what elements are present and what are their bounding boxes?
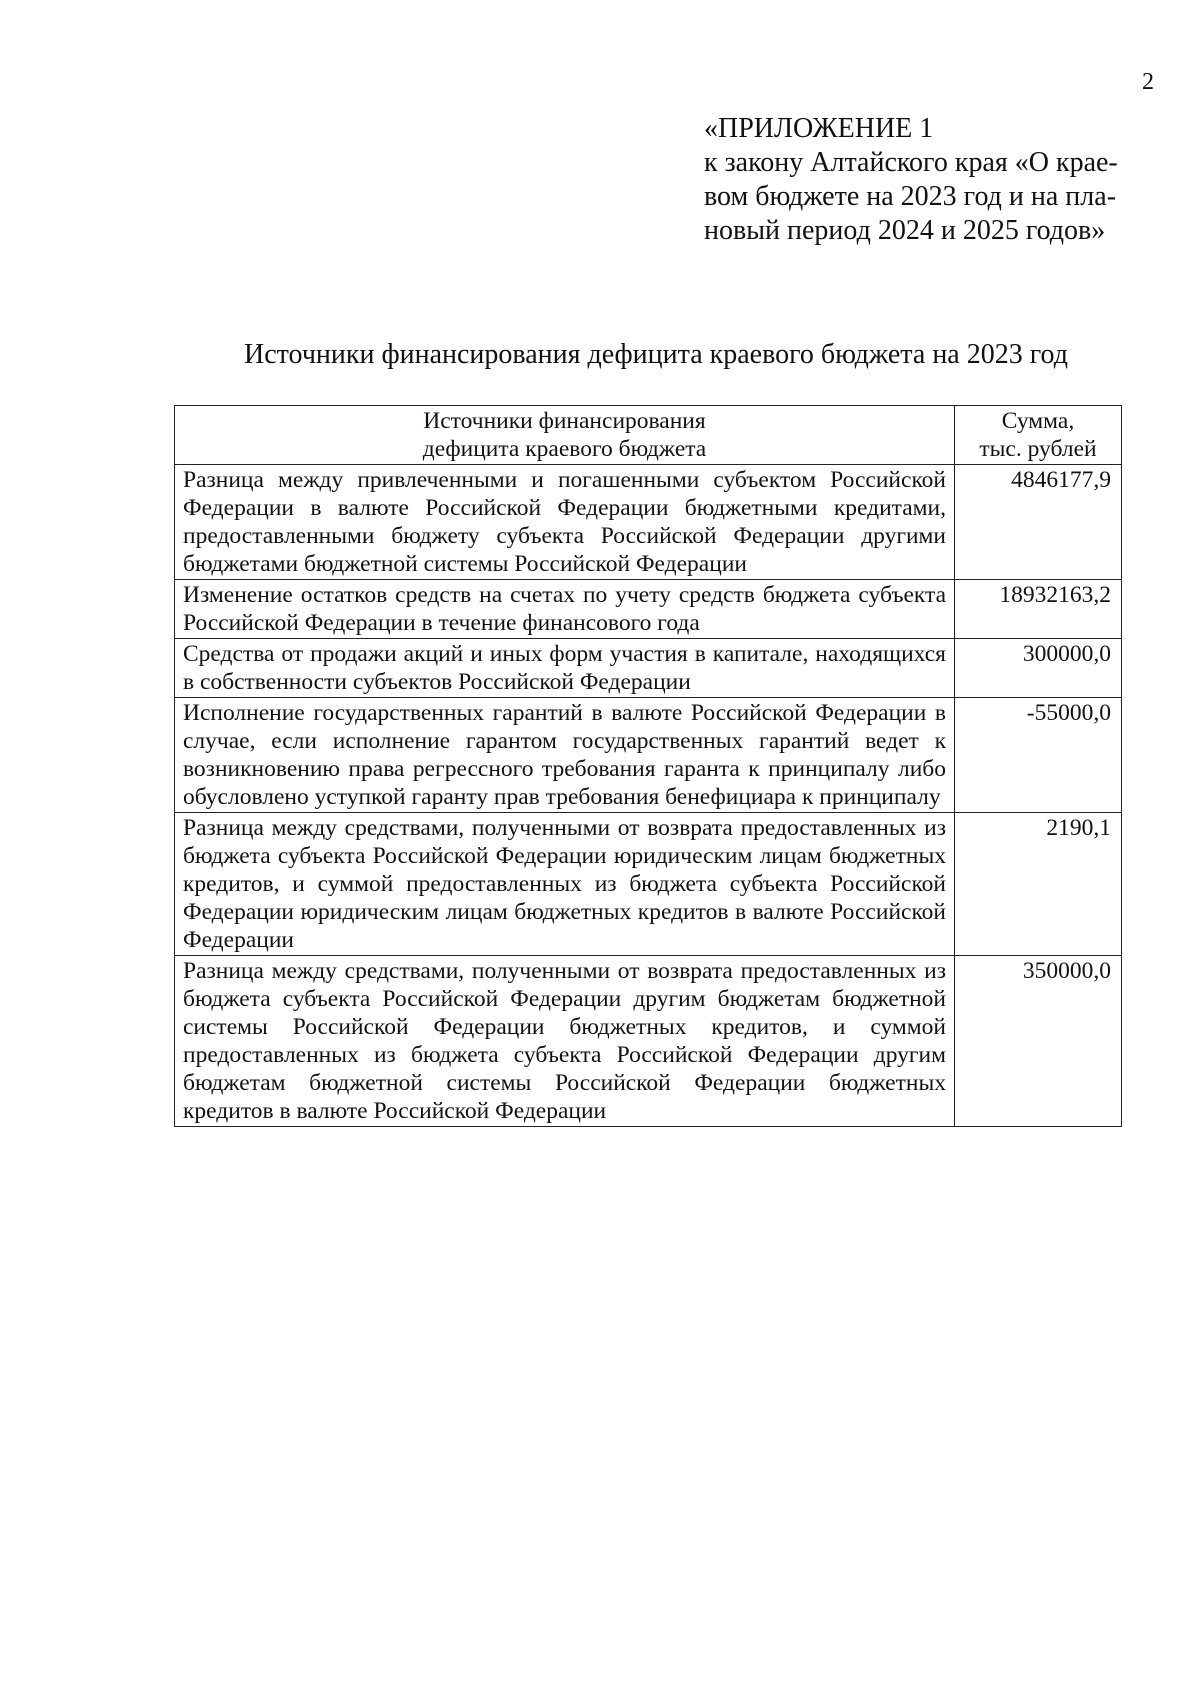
source-description: Исполнение государственных гарантий в валюте Российской Федерации в случае, если исполнение гарантом государственных гарантий ведет к возникновению права регрессного требования гаранта к принципалу либо обусловлено уступкой гаранту прав требования бенефициара к принципалу [175, 698, 955, 813]
column-header-amount-line-1: Сумма, [1001, 408, 1075, 434]
table-row [175, 639, 1122, 698]
appendix-header [704, 112, 1134, 248]
table-row [175, 698, 1122, 813]
amount-value: 300000,0 [955, 639, 1122, 698]
amount-value: -55000,0 [955, 698, 1122, 813]
column-header-source-line-1: Источники финансирования [423, 408, 706, 434]
appendix-line-4: новый период 2024 и 2025 годов» [704, 215, 1106, 246]
table-row [175, 813, 1122, 956]
source-description: Разница между привлеченными и погашенными субъектом Российской Федерации в валюте Российской Федерации бюджетными кредитами, предоставленными бюджету субъекта Российской Федерации другими бюджетами бюджетной системы Российской Федерации [175, 465, 955, 580]
table-row [175, 465, 1122, 580]
document-title: Источники финансирования дефицита краевого бюджета на 2023 год [244, 339, 1068, 370]
source-description: Средства от продажи акций и иных форм участия в капитале, находящихся в собственности субъектов Российской Федерации [175, 639, 955, 698]
source-description: Разница между средствами, полученными от возврата предоставленных из бюджета субъекта Российской Федерации другим бюджетам бюджетной системы Российской Федерации бюджетных кредитов, и суммой предоставленных из бюджета субъекта Российской Федерации другим бюджетам бюджетной системы Российской Федерации бюджетных кредитов в валюте Российской Федерации [175, 956, 955, 1127]
column-header-amount [955, 406, 1122, 465]
column-header-amount-line-2: тыс. рублей [979, 436, 1097, 462]
amount-value: 4846177,9 [955, 465, 1122, 580]
amount-value: 18932163,2 [955, 580, 1122, 639]
column-header-source [175, 406, 955, 465]
table-row [175, 580, 1122, 639]
column-header-source-line-2: дефицита краевого бюджета [422, 436, 707, 462]
amount-value: 2190,1 [955, 813, 1122, 956]
appendix-line-1: «ПРИЛОЖЕНИЕ 1 [704, 113, 934, 144]
table-row [175, 956, 1122, 1127]
source-description: Разница между средствами, полученными от возврата предоставленных из бюджета субъекта Российской Федерации юридическим лицам бюджетных кредитов, и суммой предоставленных из бюджета субъекта Российской Федерации юридическим лицам бюджетных кредитов в валюте Российской Федерации [175, 813, 955, 956]
source-description: Изменение остатков средств на счетах по учету средств бюджета субъекта Российской Федерации в течение финансового года [175, 580, 955, 639]
financing-sources-table [174, 405, 1122, 1127]
appendix-line-3: вом бюджете на 2023 год и на пла- [704, 181, 1117, 212]
appendix-line-2: к закону Алтайского края «О крае- [704, 147, 1118, 178]
amount-value: 350000,0 [955, 956, 1122, 1127]
page-number: 2 [1142, 69, 1154, 95]
table-header-row [175, 406, 1122, 465]
